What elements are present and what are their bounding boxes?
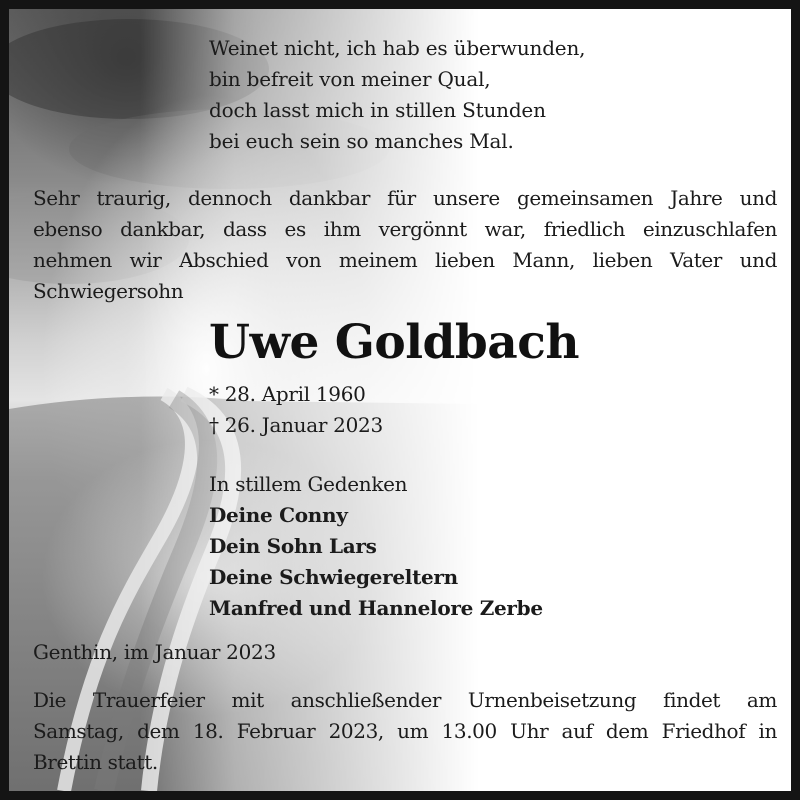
birth-date: * 28. April 1960 bbox=[209, 382, 366, 406]
mourner-name: Deine Schwiegereltern bbox=[209, 565, 458, 589]
mourner-name: Manfred und Hannelore Zerbe bbox=[209, 596, 543, 620]
poem-line: bin befreit von meiner Qual, bbox=[209, 67, 491, 91]
intro-line: ebenso dankbar, dass es ihm vergönnt war, friedlich einzuschlafen bbox=[33, 217, 777, 241]
poem-line: Weinet nicht, ich hab es überwunden, bbox=[209, 36, 586, 60]
poem-line: doch lasst mich in stillen Stunden bbox=[209, 98, 546, 122]
funeral-line: Samstag, dem 18. Februar 2023, um 13.00 Uhr auf dem Friedhof in bbox=[33, 719, 777, 743]
poem-line: bei euch sein so manches Mal. bbox=[209, 129, 514, 153]
deceased-name: Uwe Goldbach bbox=[209, 315, 580, 370]
place-date: Genthin, im Januar 2023 bbox=[33, 640, 276, 664]
funeral-line: Brettin statt. bbox=[33, 750, 158, 774]
poem bbox=[209, 33, 585, 157]
life-dates bbox=[209, 379, 383, 441]
mourner-name: Deine Conny bbox=[209, 503, 348, 527]
intro-line: Schwiegersohn bbox=[33, 279, 184, 303]
intro-line: nehmen wir Abschied von meinem lieben Mann, lieben Vater und bbox=[33, 248, 777, 272]
intro-paragraph bbox=[33, 183, 777, 307]
mourners-heading: In stillem Gedenken bbox=[209, 472, 408, 496]
funeral-line: Die Trauerfeier mit anschließender Urnenbeisetzung findet am bbox=[33, 688, 777, 712]
mourners-block bbox=[209, 469, 543, 624]
death-date: † 26. Januar 2023 bbox=[209, 413, 383, 437]
mourner-name: Dein Sohn Lars bbox=[209, 534, 377, 558]
funeral-notice bbox=[33, 685, 777, 778]
intro-line: Sehr traurig, dennoch dankbar für unsere gemeinsamen Jahre und bbox=[33, 186, 777, 210]
